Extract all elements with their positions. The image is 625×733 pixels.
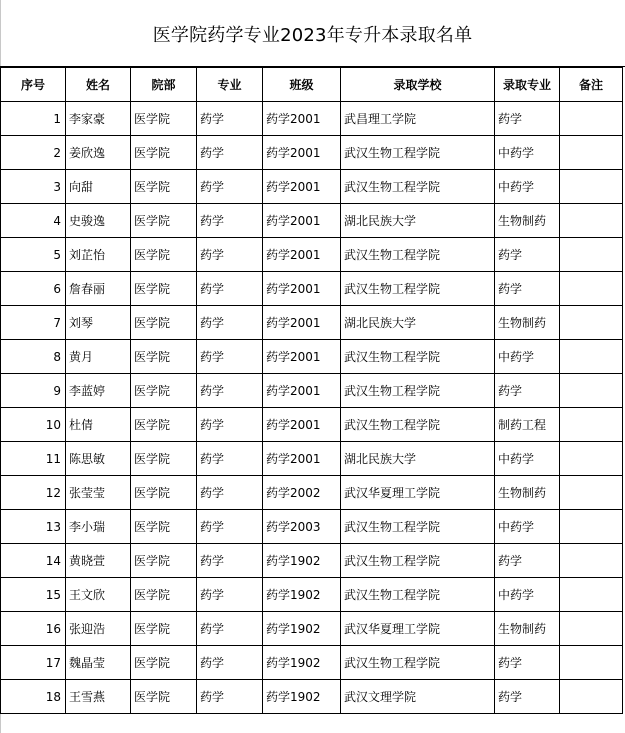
- cell-dept[interactable]: 医学院: [131, 340, 197, 374]
- table-row: [1, 476, 623, 510]
- cell-dept[interactable]: 医学院: [131, 646, 197, 680]
- cell-no[interactable]: 7: [1, 306, 66, 340]
- cell-note[interactable]: [560, 238, 623, 272]
- cell-major[interactable]: 药学: [197, 680, 263, 714]
- table-row: [1, 578, 623, 612]
- cell-note[interactable]: [560, 578, 623, 612]
- cell-school[interactable]: 武汉生物工程学院: [341, 408, 495, 442]
- cell-major[interactable]: 药学: [197, 476, 263, 510]
- header-no[interactable]: 序号: [1, 68, 66, 102]
- cell-major[interactable]: 药学: [197, 340, 263, 374]
- cell-no[interactable]: 10: [1, 408, 66, 442]
- cell-school[interactable]: 湖北民族大学: [341, 204, 495, 238]
- cell-class[interactable]: 药学2001: [263, 340, 341, 374]
- header-class[interactable]: 班级: [263, 68, 341, 102]
- cell-school[interactable]: 武昌理工学院: [341, 102, 495, 136]
- cell-name[interactable]: 张莹莹: [66, 476, 131, 510]
- cell-name[interactable]: 刘琴: [66, 306, 131, 340]
- cell-admit-major[interactable]: 药学: [495, 646, 560, 680]
- cell-name[interactable]: 李小瑞: [66, 510, 131, 544]
- cell-name[interactable]: 陈思敏: [66, 442, 131, 476]
- cell-no[interactable]: 3: [1, 170, 66, 204]
- page-title: 医学院药学专业2023年专升本录取名单: [152, 25, 473, 46]
- cell-no[interactable]: 6: [1, 272, 66, 306]
- cell-name[interactable]: 向甜: [66, 170, 131, 204]
- table-row: [1, 272, 623, 306]
- cell-dept[interactable]: 医学院: [131, 680, 197, 714]
- cell-admit-major[interactable]: 生物制药: [495, 612, 560, 646]
- cell-school[interactable]: 武汉生物工程学院: [341, 578, 495, 612]
- header-school[interactable]: 录取学校: [341, 68, 495, 102]
- admission-table: [0, 67, 623, 714]
- header-dept[interactable]: 院部: [131, 68, 197, 102]
- cell-name[interactable]: 黄月: [66, 340, 131, 374]
- cell-admit-major[interactable]: 中药学: [495, 136, 560, 170]
- cell-class[interactable]: 药学2001: [263, 102, 341, 136]
- table-row: [1, 510, 623, 544]
- cell-school[interactable]: 武汉生物工程学院: [341, 238, 495, 272]
- cell-school[interactable]: 武汉生物工程学院: [341, 374, 495, 408]
- cell-major[interactable]: 药学: [197, 102, 263, 136]
- cell-note[interactable]: [560, 612, 623, 646]
- cell-major[interactable]: 药学: [197, 578, 263, 612]
- cell-class[interactable]: 药学2002: [263, 476, 341, 510]
- cell-school[interactable]: 武汉生物工程学院: [341, 646, 495, 680]
- cell-admit-major[interactable]: 中药学: [495, 340, 560, 374]
- table-row: [1, 170, 623, 204]
- cell-major[interactable]: 药学: [197, 646, 263, 680]
- cell-major[interactable]: 药学: [197, 408, 263, 442]
- cell-class[interactable]: 药学1902: [263, 578, 341, 612]
- cell-no[interactable]: 16: [1, 612, 66, 646]
- cell-admit-major[interactable]: 中药学: [495, 510, 560, 544]
- cell-school[interactable]: 武汉华夏理工学院: [341, 612, 495, 646]
- cell-note[interactable]: [560, 136, 623, 170]
- cell-class[interactable]: 药学1902: [263, 646, 341, 680]
- table-row: [1, 136, 623, 170]
- cell-name[interactable]: 姜欣逸: [66, 136, 131, 170]
- header-admit-major[interactable]: 录取专业: [495, 68, 560, 102]
- cell-no[interactable]: 18: [1, 680, 66, 714]
- cell-note[interactable]: [560, 544, 623, 578]
- cell-dept[interactable]: 医学院: [131, 136, 197, 170]
- cell-school[interactable]: 武汉生物工程学院: [341, 136, 495, 170]
- cell-no[interactable]: 13: [1, 510, 66, 544]
- cell-dept[interactable]: 医学院: [131, 272, 197, 306]
- cell-dept[interactable]: 医学院: [131, 102, 197, 136]
- cell-name[interactable]: 黄晓萱: [66, 544, 131, 578]
- cell-dept[interactable]: 医学院: [131, 408, 197, 442]
- cell-no[interactable]: 9: [1, 374, 66, 408]
- cell-note[interactable]: [560, 510, 623, 544]
- cell-note[interactable]: [560, 340, 623, 374]
- cell-no[interactable]: 14: [1, 544, 66, 578]
- table-row: [1, 680, 623, 714]
- cell-name[interactable]: 张迎浩: [66, 612, 131, 646]
- cell-no[interactable]: 1: [1, 102, 66, 136]
- header-note[interactable]: 备注: [560, 68, 623, 102]
- table-row: [1, 442, 623, 476]
- cell-no[interactable]: 11: [1, 442, 66, 476]
- cell-note[interactable]: [560, 102, 623, 136]
- table-row: [1, 102, 623, 136]
- cell-note[interactable]: [560, 646, 623, 680]
- cell-school[interactable]: 武汉华夏理工学院: [341, 476, 495, 510]
- cell-major[interactable]: 药学: [197, 612, 263, 646]
- cell-admit-major[interactable]: 药学: [495, 680, 560, 714]
- cell-school[interactable]: 武汉生物工程学院: [341, 544, 495, 578]
- header-row: [1, 68, 623, 102]
- cell-name[interactable]: 王文欣: [66, 578, 131, 612]
- table-row: [1, 306, 623, 340]
- cell-admit-major[interactable]: 生物制药: [495, 476, 560, 510]
- cell-admit-major[interactable]: 生物制药: [495, 306, 560, 340]
- cell-admit-major[interactable]: 制药工程: [495, 408, 560, 442]
- cell-class[interactable]: 药学2001: [263, 170, 341, 204]
- cell-dept[interactable]: 医学院: [131, 544, 197, 578]
- cell-dept[interactable]: 医学院: [131, 306, 197, 340]
- cell-class[interactable]: 药学2001: [263, 238, 341, 272]
- cell-major[interactable]: 药学: [197, 442, 263, 476]
- cell-no[interactable]: 8: [1, 340, 66, 374]
- cell-admit-major[interactable]: 药学: [495, 272, 560, 306]
- table-row: [1, 374, 623, 408]
- cell-class[interactable]: 药学1902: [263, 680, 341, 714]
- header-major[interactable]: 专业: [197, 68, 263, 102]
- cell-note[interactable]: [560, 442, 623, 476]
- cell-admit-major[interactable]: 药学: [495, 238, 560, 272]
- cell-note[interactable]: [560, 306, 623, 340]
- cell-admit-major[interactable]: 药学: [495, 374, 560, 408]
- cell-major[interactable]: 药学: [197, 374, 263, 408]
- cell-major[interactable]: 药学: [197, 510, 263, 544]
- cell-admit-major[interactable]: 生物制药: [495, 204, 560, 238]
- table-row: [1, 238, 623, 272]
- cell-dept[interactable]: 医学院: [131, 238, 197, 272]
- cell-major[interactable]: 药学: [197, 306, 263, 340]
- table-row: [1, 340, 623, 374]
- cell-no[interactable]: 2: [1, 136, 66, 170]
- table-row: [1, 204, 623, 238]
- cell-class[interactable]: 药学2001: [263, 374, 341, 408]
- cell-admit-major[interactable]: 中药学: [495, 578, 560, 612]
- cell-class[interactable]: 药学1902: [263, 612, 341, 646]
- cell-class[interactable]: 药学2001: [263, 204, 341, 238]
- cell-school[interactable]: 武汉生物工程学院: [341, 510, 495, 544]
- cell-class[interactable]: 药学2001: [263, 136, 341, 170]
- table-body: [1, 102, 623, 714]
- cell-no[interactable]: 12: [1, 476, 66, 510]
- cell-school[interactable]: 湖北民族大学: [341, 306, 495, 340]
- cell-school[interactable]: 武汉生物工程学院: [341, 340, 495, 374]
- cell-major[interactable]: 药学: [197, 238, 263, 272]
- cell-admit-major[interactable]: 药学: [495, 544, 560, 578]
- cell-major[interactable]: 药学: [197, 170, 263, 204]
- cell-school[interactable]: 武汉生物工程学院: [341, 272, 495, 306]
- cell-name[interactable]: 李家豪: [66, 102, 131, 136]
- header-name[interactable]: 姓名: [66, 68, 131, 102]
- cell-name[interactable]: 史骏逸: [66, 204, 131, 238]
- cell-class[interactable]: 药学1902: [263, 544, 341, 578]
- cell-name[interactable]: 杜倩: [66, 408, 131, 442]
- cell-dept[interactable]: 医学院: [131, 204, 197, 238]
- cell-note[interactable]: [560, 374, 623, 408]
- cell-no[interactable]: 17: [1, 646, 66, 680]
- table-row: [1, 646, 623, 680]
- cell-note[interactable]: [560, 272, 623, 306]
- cell-school[interactable]: 湖北民族大学: [341, 442, 495, 476]
- cell-major[interactable]: 药学: [197, 136, 263, 170]
- cell-no[interactable]: 4: [1, 204, 66, 238]
- cell-class[interactable]: 药学2001: [263, 442, 341, 476]
- cell-dept[interactable]: 医学院: [131, 476, 197, 510]
- title-cell[interactable]: [0, 0, 625, 67]
- cell-note[interactable]: [560, 204, 623, 238]
- cell-no[interactable]: 15: [1, 578, 66, 612]
- cell-dept[interactable]: 医学院: [131, 442, 197, 476]
- cell-school[interactable]: 武汉生物工程学院: [341, 170, 495, 204]
- cell-note[interactable]: [560, 680, 623, 714]
- cell-dept[interactable]: 医学院: [131, 170, 197, 204]
- cell-name[interactable]: 王雪燕: [66, 680, 131, 714]
- cell-major[interactable]: 药学: [197, 204, 263, 238]
- cell-name[interactable]: 李蓝婷: [66, 374, 131, 408]
- cell-major[interactable]: 药学: [197, 544, 263, 578]
- cell-major[interactable]: 药学: [197, 272, 263, 306]
- cell-class[interactable]: 药学2001: [263, 408, 341, 442]
- table-row: [1, 408, 623, 442]
- cell-name[interactable]: 刘芷怡: [66, 238, 131, 272]
- table-row: [1, 612, 623, 646]
- cell-dept[interactable]: 医学院: [131, 510, 197, 544]
- cell-admit-major[interactable]: 中药学: [495, 170, 560, 204]
- table-row: [1, 544, 623, 578]
- cell-school[interactable]: 武汉文理学院: [341, 680, 495, 714]
- cell-name[interactable]: 魏晶莹: [66, 646, 131, 680]
- cell-note[interactable]: [560, 408, 623, 442]
- cell-note[interactable]: [560, 476, 623, 510]
- cell-dept[interactable]: 医学院: [131, 578, 197, 612]
- cell-class[interactable]: 药学2001: [263, 272, 341, 306]
- cell-class[interactable]: 药学2001: [263, 306, 341, 340]
- cell-name[interactable]: 詹春丽: [66, 272, 131, 306]
- cell-dept[interactable]: 医学院: [131, 612, 197, 646]
- cell-class[interactable]: 药学2003: [263, 510, 341, 544]
- cell-note[interactable]: [560, 170, 623, 204]
- cell-admit-major[interactable]: 中药学: [495, 442, 560, 476]
- cell-admit-major[interactable]: 药学: [495, 102, 560, 136]
- cell-no[interactable]: 5: [1, 238, 66, 272]
- cell-dept[interactable]: 医学院: [131, 374, 197, 408]
